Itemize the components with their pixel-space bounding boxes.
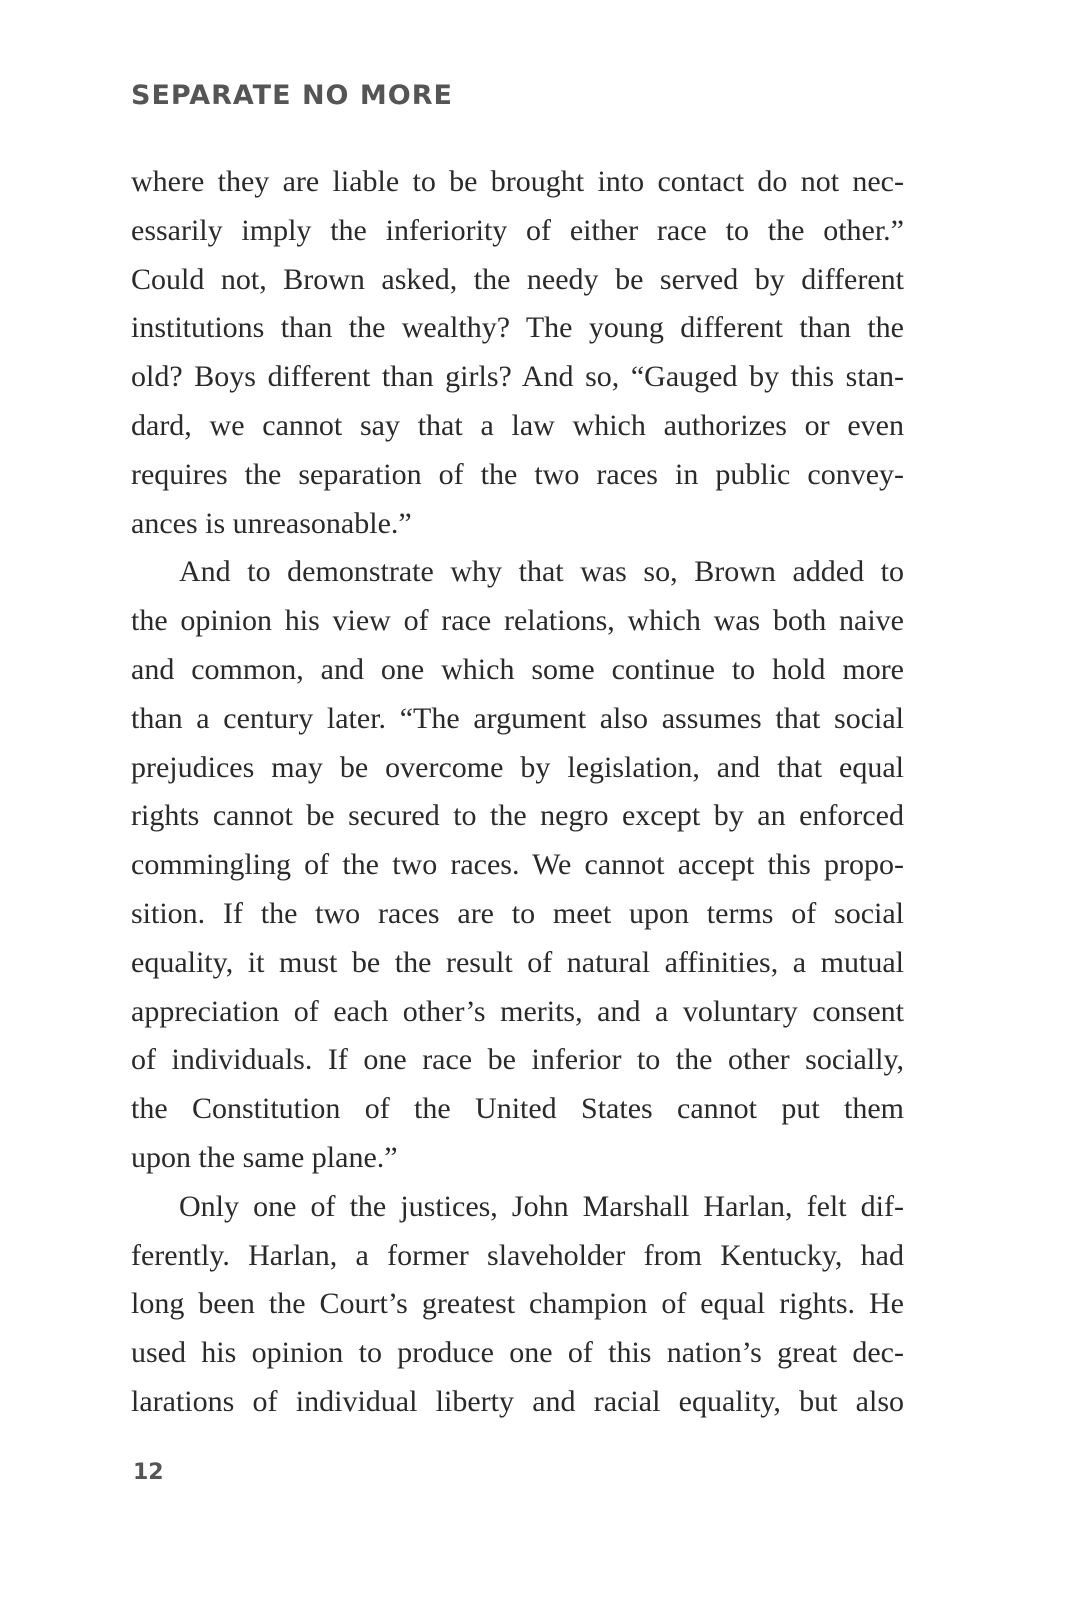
text-line: the opinion his view of race relations, which was both naive — [131, 604, 904, 638]
text-line: than a century later. “The argument also assumes that social — [131, 701, 904, 735]
body-text — [131, 158, 904, 1427]
text-line: Could not, Brown asked, the needy be served by different — [131, 262, 904, 296]
text-line: ances is unreasonable.” — [131, 506, 412, 540]
running-head: SEPARATE NO MORE — [131, 80, 453, 111]
text-line: prejudices may be overcome by legislation, and that equal — [131, 750, 904, 784]
text-line: appreciation of each other’s merits, and a voluntary consent — [131, 994, 904, 1028]
text-line: And to demonstrate why that was so, Brown added to — [179, 555, 904, 589]
text-line: dard, we cannot say that a law which authorizes or even — [131, 408, 904, 442]
text-line: Only one of the justices, John Marshall Harlan, felt dif- — [179, 1189, 904, 1223]
text-line: sition. If the two races are to meet upon terms of social — [131, 896, 904, 930]
text-line: essarily imply the inferiority of either race to the other.” — [131, 213, 904, 247]
text-line: and common, and one which some continue to hold more — [131, 652, 904, 686]
text-line: upon the same plane.” — [131, 1140, 398, 1174]
text-line: institutions than the wealthy? The young different than the — [131, 311, 904, 345]
text-line: commingling of the two races. We cannot accept this propo- — [131, 848, 904, 882]
text-line: the Constitution of the United States cannot put them — [131, 1092, 904, 1126]
page-number: 12 — [133, 1460, 164, 1485]
text-line: old? Boys different than girls? And so, “Gauged by this stan- — [131, 360, 904, 394]
text-line: long been the Court’s greatest champion of equal rights. He — [131, 1287, 904, 1321]
text-line: used his opinion to produce one of this nation’s great dec- — [131, 1336, 904, 1370]
text-line: equality, it must be the result of natural affinities, a mutual — [131, 945, 904, 979]
text-line: requires the separation of the two races in public convey- — [131, 457, 904, 491]
text-line: where they are liable to be brought into contact do not nec- — [131, 165, 904, 198]
text-line: of individuals. If one race be inferior to the other socially, — [131, 1043, 904, 1077]
text-line: ferently. Harlan, a former slaveholder from Kentucky, had — [131, 1238, 904, 1272]
text-line: larations of individual liberty and racial equality, but also — [131, 1384, 904, 1418]
text-line: rights cannot be secured to the negro except by an enforced — [131, 799, 904, 833]
